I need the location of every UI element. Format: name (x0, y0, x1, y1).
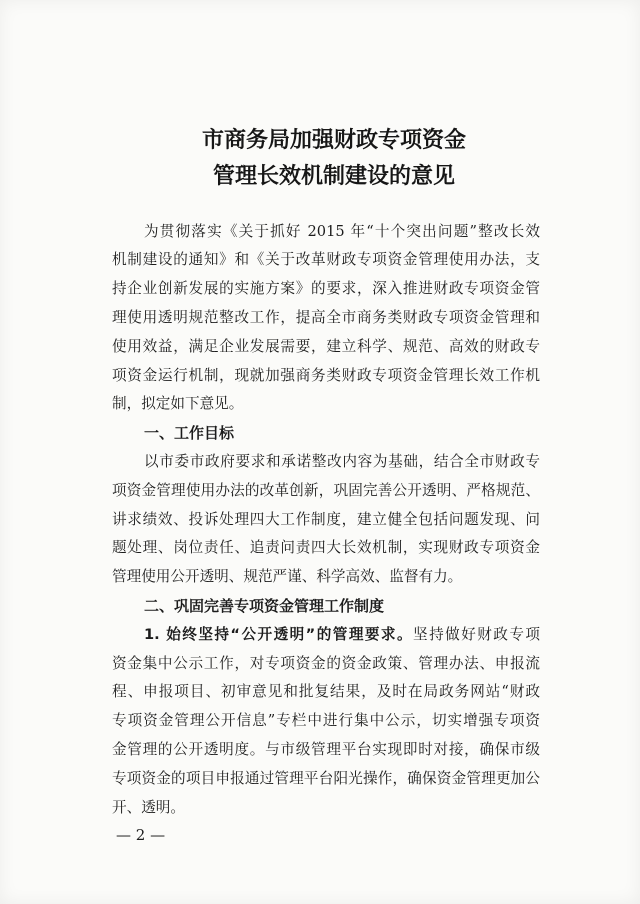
document-body (112, 218, 540, 823)
body-text-line: 使用效益，满足企业发展需要，建立科学、规范、高效的财政专 (112, 337, 540, 355)
body-text-line: 为贯彻落实《关于抓好 2015 年“十个突出问题”整改长效 (144, 222, 540, 240)
body-text-line: 项资金管理使用办法的改革创新，巩固完善公开透明、严格规范、 (112, 481, 540, 499)
body-text-line: 程、申报项目、初审意见和批复结果，及时在局政务网站“财政 (112, 683, 540, 701)
document-title (124, 122, 544, 194)
body-text-line (112, 621, 540, 650)
body-text-line: 以市委市政府要求和承诺整改内容为基础，结合全市财政专 (144, 452, 540, 470)
body-text-line: 理使用透明规范整改工作，提高全市商务类财政专项资金管理和 (112, 308, 540, 326)
item-1-first-line-rest: 坚持做好财政专项 (413, 625, 540, 643)
body-text-line: 项资金运行机制，现就加强商务类财政专项资金管理长效工作机 (112, 366, 540, 384)
body-text-line: 资金集中公示工作，对专项资金的资金政策、管理办法、申报流 (112, 654, 540, 672)
intro-paragraph (112, 218, 540, 420)
body-text-line: 讲求绩效、投诉处理四大工作制度，建立健全包括问题发现、问 (112, 510, 540, 528)
section-heading-management-system: 二、巩固完善专项资金管理工作制度 (144, 596, 385, 615)
body-text-line: 专项资金管理公开信息”专栏中进行集中公示，切实增强专项资 (112, 712, 540, 730)
page-number: — 2 — (116, 826, 166, 844)
body-text-line: 题处理、岗位责任、追责问责四大长效机制，实现财政专项资金 (112, 539, 540, 557)
body-text-line: 持企业创新发展的实施方案》的要求，深入推进财政专项资金管 (112, 280, 540, 298)
body-text-line: 机制建设的通知》和《关于改革财政专项资金管理使用办法，支 (112, 251, 540, 269)
section-heading-work-goals: 一、工作目标 (144, 424, 235, 443)
title-line-1: 市商务局加强财政专项资金 (201, 127, 466, 153)
item-1-paragraph (112, 621, 540, 823)
body-text-line: 金管理的公开透明度。与市级管理平台实现即时对接，确保市级 (112, 740, 540, 758)
body-text-line: 开、透明。 (112, 798, 185, 816)
body-text-line: 管理使用公开透明、规范严谨、科学高效、监督有力。 (112, 568, 463, 586)
body-text-line: 专项资金的项目申报通过管理平台阳光操作，确保资金管理更加公 (112, 769, 540, 787)
item-1-lead: 1. 始终坚持“公开透明”的管理要求。 (144, 625, 414, 643)
work-goals-paragraph (112, 448, 540, 592)
title-line-2: 管理长效机制建设的意见 (212, 163, 455, 189)
body-text-line: 制，拟定如下意见。 (112, 395, 244, 413)
